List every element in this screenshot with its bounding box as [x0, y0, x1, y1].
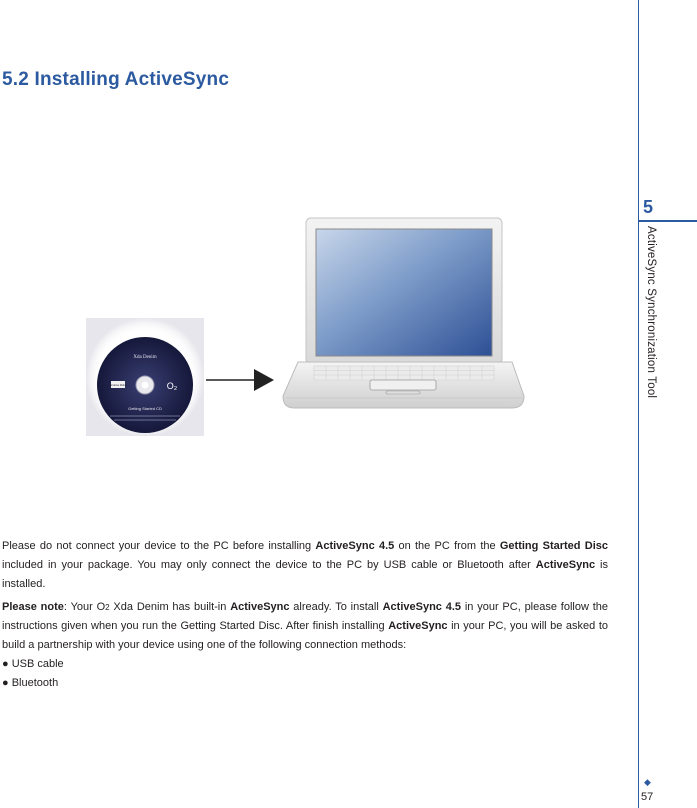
chapter-number: 5 — [643, 197, 654, 217]
paragraph-note: Please note: Your O2 Xda Denim has built-in ActiveSync already. To install ActiveSync 4.5 in your PC, please follow the instructions given when you run the Getting Started Disc. After finish installing ActiveSync in your PC, you will be asked to build a partnership with your device using one of the following connection methods: — [2, 601, 609, 651]
laptop-illustration — [283, 218, 524, 408]
cd-logo: O₂ — [166, 381, 178, 391]
paragraph-intro: Please do not connect your device to the PC before installing ActiveSync 4.5 on the PC from the Getting Started Disc included in your package. You may only connect the device to the PC by USB cable or Bluetooth after ActiveSync is installed. — [2, 540, 609, 590]
list-item-usb: ● USB cable — [2, 658, 64, 670]
page-title: 5.2 Installing ActiveSync — [2, 69, 230, 90]
diamond-icon: ◆ — [644, 777, 651, 787]
cd-disc — [86, 318, 204, 436]
arrow-icon — [206, 369, 274, 391]
cd-brand: Xda Denim — [133, 355, 157, 360]
cd-os: Windows Mobile — [108, 384, 128, 387]
page-number: 57 — [641, 791, 654, 803]
chapter-title: ActiveSync Synchronization Tool — [645, 226, 657, 399]
cd-label: Getting Started CD — [128, 406, 162, 411]
list-item-bluetooth: ● Bluetooth — [2, 677, 59, 689]
body-text — [2, 537, 608, 693]
